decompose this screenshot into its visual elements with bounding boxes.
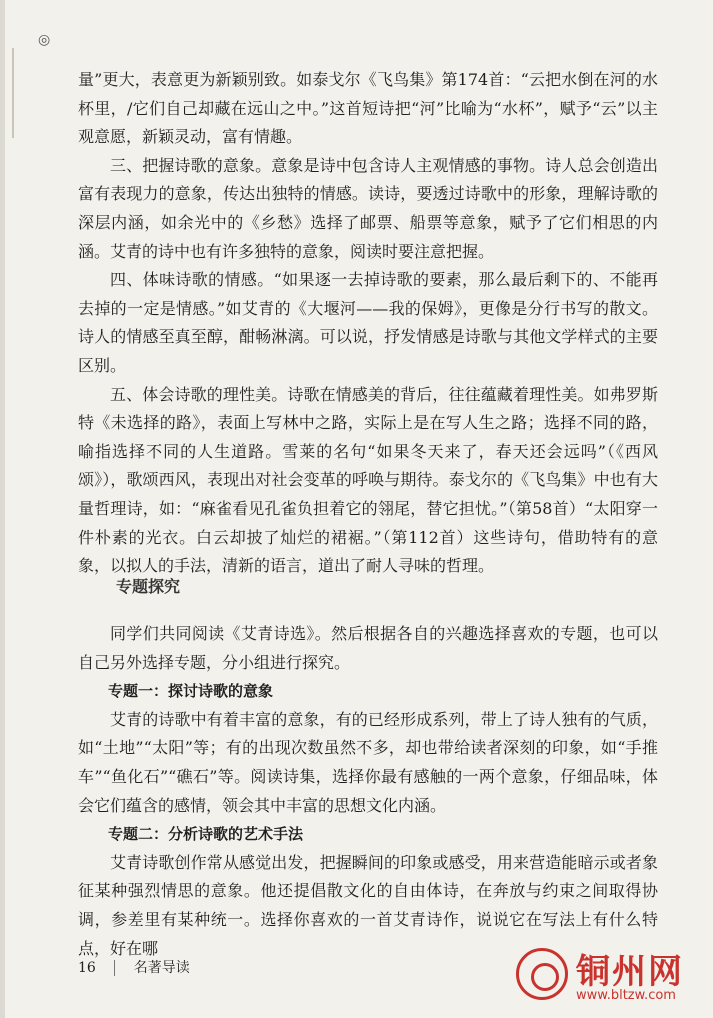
topic-block	[78, 620, 658, 963]
watermark-title: 铜州网	[576, 952, 684, 992]
paragraph-continuation: 量”更大，表意更为新颖别致。如泰戈尔《飞鸟集》第174首：“云把水倒在河的水杯里，/它们自己却藏在远山之中。”这首短诗把“河”比喻为“水杯”，赋予“云”以主观意愿，新颖灵动，富有情趣。	[78, 70, 658, 147]
top-text-block	[78, 66, 658, 581]
footer-divider	[114, 960, 115, 976]
binding-rule	[12, 48, 14, 138]
topic1-body: 艾青的诗歌中有着丰富的意象，有的已经形成系列，带上了诗人独有的气质，如“土地”“太阳”等；有的出现次数虽然不多，却也带给读者深刻的印象，如“手推车”“鱼化石”“礁石”等。阅读诗集，选择你最有感触的一两个意象，仔细品味，体会它们蕴含的感情，领会其中丰富的思想文化内涵。	[78, 709, 658, 815]
watermark-logo	[516, 942, 696, 1012]
page-number: 16	[78, 960, 96, 976]
topic2-title: 专题二：分析诗歌的艺术手法	[108, 825, 304, 844]
watermark-url: www.bltzw.com	[576, 988, 676, 1003]
topic2-body: 艾青诗歌创作常从感觉出发，把握瞬间的印象或感受，用来营造能暗示或者象征某种强烈情思的意象。他还提倡散文化的自由体诗，在奔放与约束之间取得协调，参差里有某种统一。选择你喜欢的一首艾青诗作，说说它在写法上有什么特点，好在哪	[78, 852, 658, 958]
topic1-title: 专题一：探讨诗歌的意象	[108, 682, 274, 701]
seal-icon	[516, 948, 568, 1000]
page-footer	[78, 957, 190, 977]
book-title: 名著导读	[133, 960, 190, 976]
section-title: 专题探究	[116, 577, 181, 596]
page-edge	[0, 0, 5, 1018]
paragraph-emotion: 四、体味诗歌的情感。“如果逐一去掉诗歌的要素，那么最后剩下的、不能再去掉的一定是情感。”如艾青的《大堰河——我的保姆》，更像是分行书写的散文。诗人的情感至真至醇，酣畅淋漓。可以说，抒发情感是诗歌与其他文学样式的主要区别。	[78, 270, 658, 375]
corner-mark-icon: ◎	[38, 32, 51, 48]
paragraph-rational-beauty: 五、体会诗歌的理性美。诗歌在情感美的背后，往往蕴藏着理性美。如弗罗斯特《未选择的路》，表面上写林中之路，实际上是在写人生之路；选择不同的路，喻指选择不同的人生道路。雪莱的名句“如果冬天来了，春天还会远吗”（《西风颂》），歌颂西风，表现出对社会变革的呼唤与期待。泰戈尔的《飞鸟集》中也有大量哲理诗，如：“麻雀看见孔雀负担着它的翎尾，替它担忧。”（第58首）“太阳穿一件朴素的光衣。白云却披了灿烂的裙裾。”（第112首）这些诗句，借助特有的意象，以拟人的手法，清新的语言，道出了耐人寻味的哲理。	[78, 384, 658, 576]
paragraph-imagery: 三、把握诗歌的意象。意象是诗中包含诗人主观情感的事物。诗人总会创造出富有表现力的意象，传达出独特的情感。读诗，要透过诗歌中的形象，理解诗歌的深层内涵，如余光中的《乡愁》选择了邮票、船票等意象，赋予了它们相思的内涵。艾青的诗中也有许多独特的意象，阅读时要注意把握。	[78, 155, 658, 261]
intro-paragraph: 同学们共同阅读《艾青诗选》。然后根据各自的兴趣选择喜欢的专题，也可以自己另外选择专题，分小组进行探究。	[78, 624, 658, 672]
